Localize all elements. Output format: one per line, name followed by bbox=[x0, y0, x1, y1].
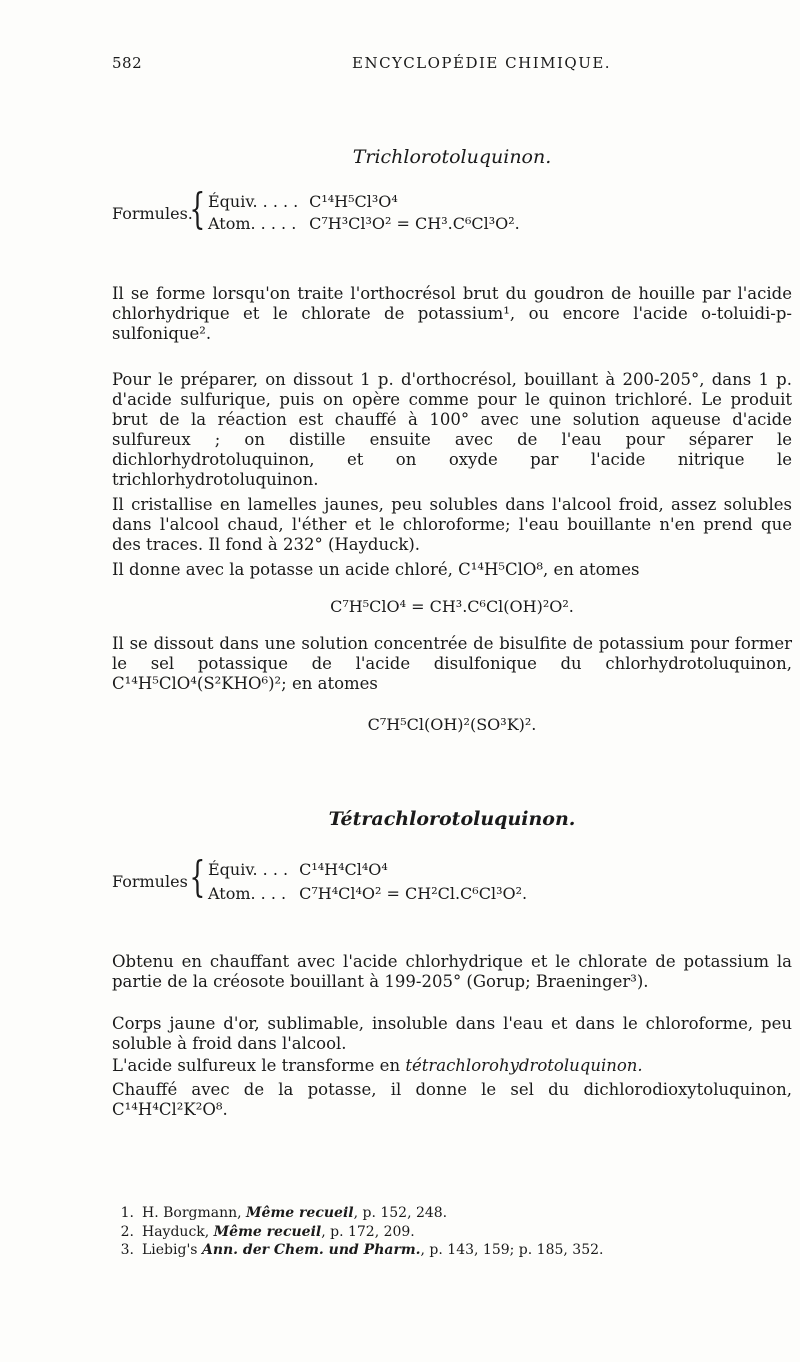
formulas-block-2 bbox=[112, 852, 792, 910]
formulas-label: Formules. bbox=[112, 204, 193, 223]
formula-row-equiv-2 bbox=[208, 860, 388, 879]
footnote-3 bbox=[112, 1241, 792, 1260]
section-title-tetrachlorotoluquinon: Tétrachlorotoluquinon. bbox=[328, 808, 576, 830]
footnote-source: Même recueil bbox=[246, 1205, 354, 1221]
footnote-author: Hayduck, bbox=[142, 1223, 214, 1240]
footnote-number: 1. bbox=[120, 1205, 134, 1221]
formula-salt: C⁷H⁵Cl(OH)²(SO³K)². bbox=[367, 715, 537, 734]
section-title-trichlorotoluquinon: Trichlorotoluquinon. bbox=[352, 146, 552, 168]
atom-value-2: C⁷H⁴Cl⁴O² = CH²Cl.C⁶Cl³O². bbox=[299, 884, 528, 903]
footnote-number: 3. bbox=[120, 1242, 134, 1258]
equiv-value: C¹⁴H⁵Cl³O⁴ bbox=[309, 192, 398, 211]
paragraph-obtention: Obtenu en chauffant avec l'acide chlorhydrique et le chlorate de potassium la partie de la créosote bouillant à 199-205° (Gorup; Braeninger³). bbox=[112, 952, 792, 991]
paragraph-formation: Il se forme lorsqu'on traite l'orthocrésol brut du goudron de houille par l'acide chlorhydrique et le chlorate de potassium¹, ou encore l'acide o-toluidi-p-sulfonique². bbox=[112, 284, 792, 343]
running-head: ENCYCLOPÉDIE CHIMIQUE. bbox=[352, 54, 612, 72]
footnote-ref: , p. 143, 159; p. 185, 352. bbox=[420, 1242, 604, 1258]
paragraph-bisulfite: Il se dissout dans une solution concentrée de bisulfite de potassium pour former le sel potassique de l'acide disulfonique du chlorhydrotoluquinon, C¹⁴H⁵ClO⁴(S²KHO⁶)²; en atomes bbox=[112, 634, 792, 693]
paragraph-preparation: Pour le préparer, on dissout 1 p. d'orthocrésol, bouillant à 200-205°, dans 1 p. d'acide sulfurique, puis on opère comme pour le quinon trichloré. Le produit brut de la réaction est chauffé à 100° avec une solution aqueuse d'acide sulfureux ; on distille ensuite avec de l'eau pour séparer le dichlorhydrotoluquinon, et on oxyde par l'acide nitrique le trichlorhydrotoluquinon. bbox=[112, 370, 792, 489]
formula-row-equiv bbox=[208, 192, 398, 211]
sulfureux-product: tétrachlorohydrotoluquinon. bbox=[405, 1056, 643, 1075]
formulas-label-2: Formules bbox=[112, 872, 188, 891]
brace-glyph-2: { bbox=[189, 852, 206, 901]
footnote-2 bbox=[112, 1223, 792, 1242]
footnote-ref: , p. 152, 248. bbox=[353, 1205, 448, 1221]
formula-row-atom-2 bbox=[208, 884, 527, 903]
footnote-source: Même recueil bbox=[213, 1223, 322, 1240]
brace-glyph: { bbox=[189, 184, 206, 233]
atom-value: C⁷H³Cl³O² = CH³.C⁶Cl³O². bbox=[309, 214, 520, 233]
equiv-label-2: Équiv. . . . bbox=[208, 860, 289, 879]
paragraph-properties: Il cristallise en lamelles jaunes, peu solubles dans l'alcool froid, assez solubles dans l'alcool chaud, l'éther et le chloroforme; l'eau bouillante n'en prend que des traces. Il fond à 232° (Hayduck). bbox=[112, 495, 792, 554]
footnote-number: 2. bbox=[120, 1223, 134, 1240]
footnote-author: Liebig's bbox=[142, 1242, 202, 1258]
page-number: 582 bbox=[112, 54, 143, 72]
paragraph-sulfureux bbox=[112, 1056, 792, 1076]
sulfureux-text: L'acide sulfureux le transforme en bbox=[112, 1056, 406, 1075]
footnote-ref: , p. 172, 209. bbox=[321, 1223, 415, 1240]
atom-label: Atom. . . . . bbox=[208, 214, 297, 233]
footnotes bbox=[112, 1204, 792, 1260]
page-header bbox=[112, 54, 782, 78]
paragraph-chauffe: Chauffé avec de la potasse, il donne le sel du dichlorodioxytoluquinon, C¹⁴H⁴Cl²K²O⁸. bbox=[112, 1080, 792, 1119]
formula-row-atom bbox=[208, 214, 520, 233]
paragraph-description: Corps jaune d'or, sublimable, insoluble dans l'eau et dans le chloroforme, peu soluble à froid dans l'alcool. bbox=[112, 1014, 792, 1053]
formulas-block-1 bbox=[112, 184, 792, 242]
paragraph-potasse: Il donne avec la potasse un acide chloré, C¹⁴H⁵ClO⁸, en atomes bbox=[112, 560, 640, 579]
equiv-value-2: C¹⁴H⁴Cl⁴O⁴ bbox=[299, 860, 388, 879]
footnote-author: H. Borgmann, bbox=[142, 1205, 247, 1221]
equiv-label: Équiv. . . . . bbox=[208, 192, 299, 211]
footnote-1 bbox=[112, 1204, 792, 1223]
atom-label-2: Atom. . . . bbox=[208, 884, 287, 903]
formula-acid: C⁷H⁵ClO⁴ = CH³.C⁶Cl(OH)²O². bbox=[330, 597, 574, 616]
footnote-source: Ann. der Chem. und Pharm. bbox=[201, 1242, 421, 1258]
